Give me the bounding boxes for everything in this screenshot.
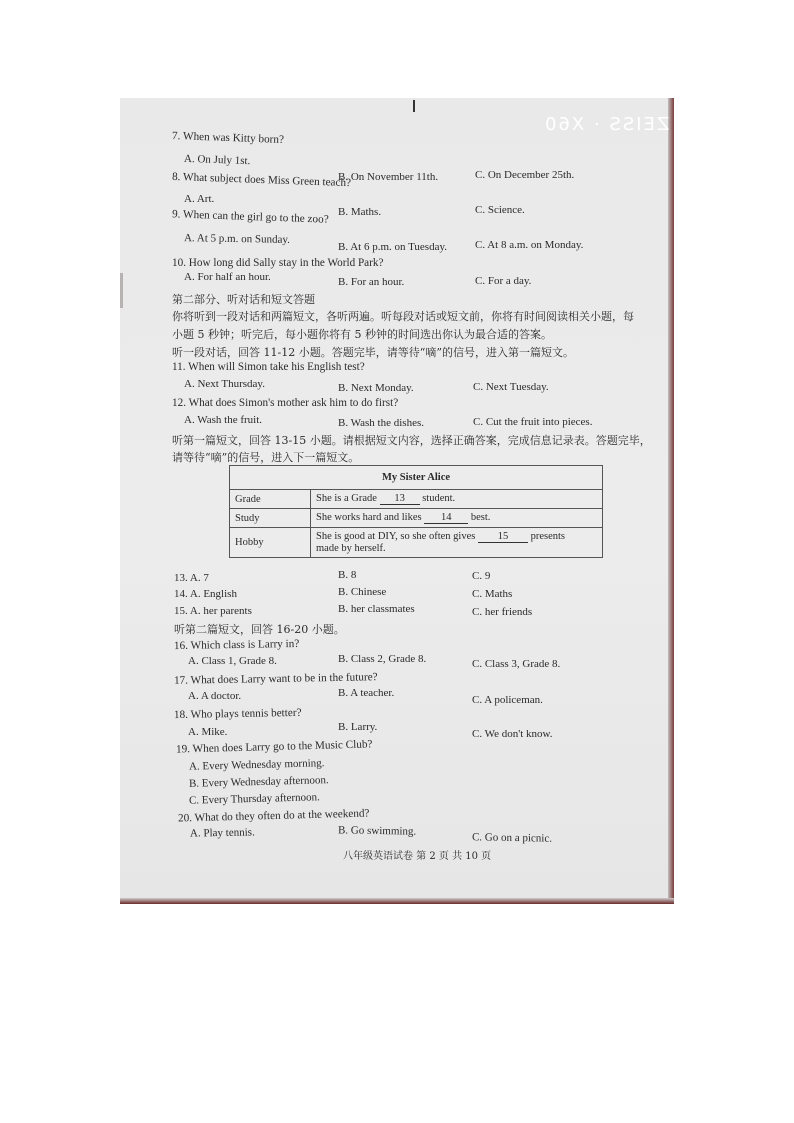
table-row-grade [230, 490, 603, 509]
camera-watermark: ZEISS · X60 [543, 114, 670, 135]
blank-15: 15 [478, 531, 528, 543]
question-19: 19. When does Larry go to the Music Club? [175, 738, 373, 756]
q8-option-b: B. Maths. [338, 206, 382, 218]
q8-option-c: C. Science. [475, 204, 525, 216]
q13-option-b: B. 8 [338, 569, 357, 581]
q11-option-c: C. Next Tuesday. [473, 381, 549, 393]
question-17: 17. What does Larry want to be in the future? [173, 671, 378, 687]
q17-option-a: A. A doctor. [188, 690, 242, 702]
row-label: Study [230, 509, 311, 528]
question-7: 7. When was Kitty born? [171, 130, 285, 146]
q19-option-c: C. Every Thursday afternoon. [188, 791, 320, 807]
q19-option-a: A. Every Wednesday morning. [188, 757, 325, 773]
q15-option-c: C. her friends [472, 606, 533, 618]
q14-option-a: 14. A. English [174, 588, 237, 600]
question-12: 12. What does Simon's mother ask him to do first? [172, 397, 399, 409]
info-record-table [229, 465, 603, 558]
q7-option-b: B. On November 11th. [338, 171, 439, 183]
table-row-hobby [230, 528, 603, 558]
q18-option-c: C. We don't know. [472, 728, 553, 740]
q14-option-c: C. Maths [472, 588, 513, 600]
q20-option-c: C. Go on a picnic. [471, 831, 553, 845]
row-label: Grade [230, 490, 311, 509]
question-18: 18. Who plays tennis better? [173, 706, 302, 722]
blank-14: 14 [424, 512, 468, 524]
q18-option-b: B. Larry. [338, 721, 378, 733]
q17-option-b: B. A teacher. [338, 687, 395, 699]
exam-page-photo [120, 98, 674, 904]
q11-option-a: A. Next Thursday. [184, 378, 265, 390]
passage2-instruction: 听第二篇短文，回答 16-20 小题。 [174, 623, 345, 636]
q13-option-c: C. 9 [472, 570, 491, 582]
question-8: 8. What subject does Miss Green teach? [171, 170, 352, 190]
passage1-instruction-line1: 听第一篇短文，回答 13-15 小题。请根据短文内容，选择正确答案，完成信息记录表。答题完毕， [172, 434, 651, 447]
q14-option-b: B. Chinese [338, 586, 387, 598]
q7-option-a: A. On July 1st. [183, 152, 251, 168]
q10-option-c: C. For a day. [475, 275, 532, 287]
q16-option-b: B. Class 2, Grade 8. [338, 653, 427, 665]
row-content: She is a Grade 13 student. [311, 490, 603, 509]
q20-option-b: B. Go swimming. [337, 824, 417, 838]
passage1-instruction-line2: 请等待“嘀”的信号，进入下一篇短文。 [172, 451, 360, 464]
q8-option-a: A. Art. [184, 193, 215, 205]
q10-option-a: A. For half an hour. [184, 271, 271, 283]
q12-option-c: C. Cut the fruit into pieces. [473, 416, 593, 428]
row-label: Hobby [230, 528, 311, 558]
q12-option-b: B. Wash the dishes. [338, 417, 424, 429]
q9-option-a: A. At 5 p.m. on Sunday. [183, 232, 291, 246]
table-row-study [230, 509, 603, 528]
question-16: 16. Which class is Larry in? [173, 637, 300, 653]
q9-option-c: C. At 8 a.m. on Monday. [475, 239, 584, 251]
page-footer: 八年级英语试卷 第 2 页 共 10 页 [343, 851, 492, 862]
dialog-instruction: 听一段对话，回答 11-12 小题。答题完毕，请等待“嘀”的信号，进入第一篇短文。 [172, 346, 574, 359]
q20-option-a: A. Play tennis. [189, 826, 255, 840]
question-11: 11. When will Simon take his English test? [172, 361, 365, 373]
blank-13: 13 [380, 493, 420, 505]
question-9: 9. When can the girl go to the zoo? [171, 208, 329, 226]
row-content: She is good at DIY, so she often gives 15 presents made by herself. [311, 528, 603, 558]
q15-option-a: 15. A. her parents [174, 605, 252, 617]
exam-content [120, 98, 674, 904]
q17-option-c: C. A policeman. [472, 694, 543, 706]
q16-option-a: A. Class 1, Grade 8. [188, 655, 277, 667]
question-20: 20. What do they often do at the weekend? [177, 807, 370, 825]
q7-option-c: C. On December 25th. [475, 169, 575, 181]
table-title: My Sister Alice [230, 466, 603, 490]
part2-instruction-line2: 小题 5 秒钟；听完后，每小题你将有 5 秒钟的时间选出你认为最合适的答案。 [172, 328, 552, 341]
q13-option-a: 13. A. 7 [174, 572, 209, 584]
q12-option-a: A. Wash the fruit. [184, 414, 263, 426]
q16-option-c: C. Class 3, Grade 8. [472, 658, 561, 670]
part2-instruction-line1: 你将听到一段对话和两篇短文，各听两遍。听每段对话或短文前，你将有时间阅读相关小题，每 [172, 310, 634, 323]
q18-option-a: A. Mike. [188, 726, 228, 738]
q10-option-b: B. For an hour. [338, 276, 405, 288]
q11-option-b: B. Next Monday. [338, 382, 414, 394]
row-content: She works hard and likes 14 best. [311, 509, 603, 528]
part2-heading: 第二部分、听对话和短文答题 [172, 293, 315, 306]
q19-option-b: B. Every Wednesday afternoon. [188, 774, 329, 790]
q15-option-b: B. her classmates [338, 603, 415, 615]
q9-option-b: B. At 6 p.m. on Tuesday. [338, 241, 448, 253]
question-10: 10. How long did Sally stay in the World Park? [172, 257, 384, 269]
